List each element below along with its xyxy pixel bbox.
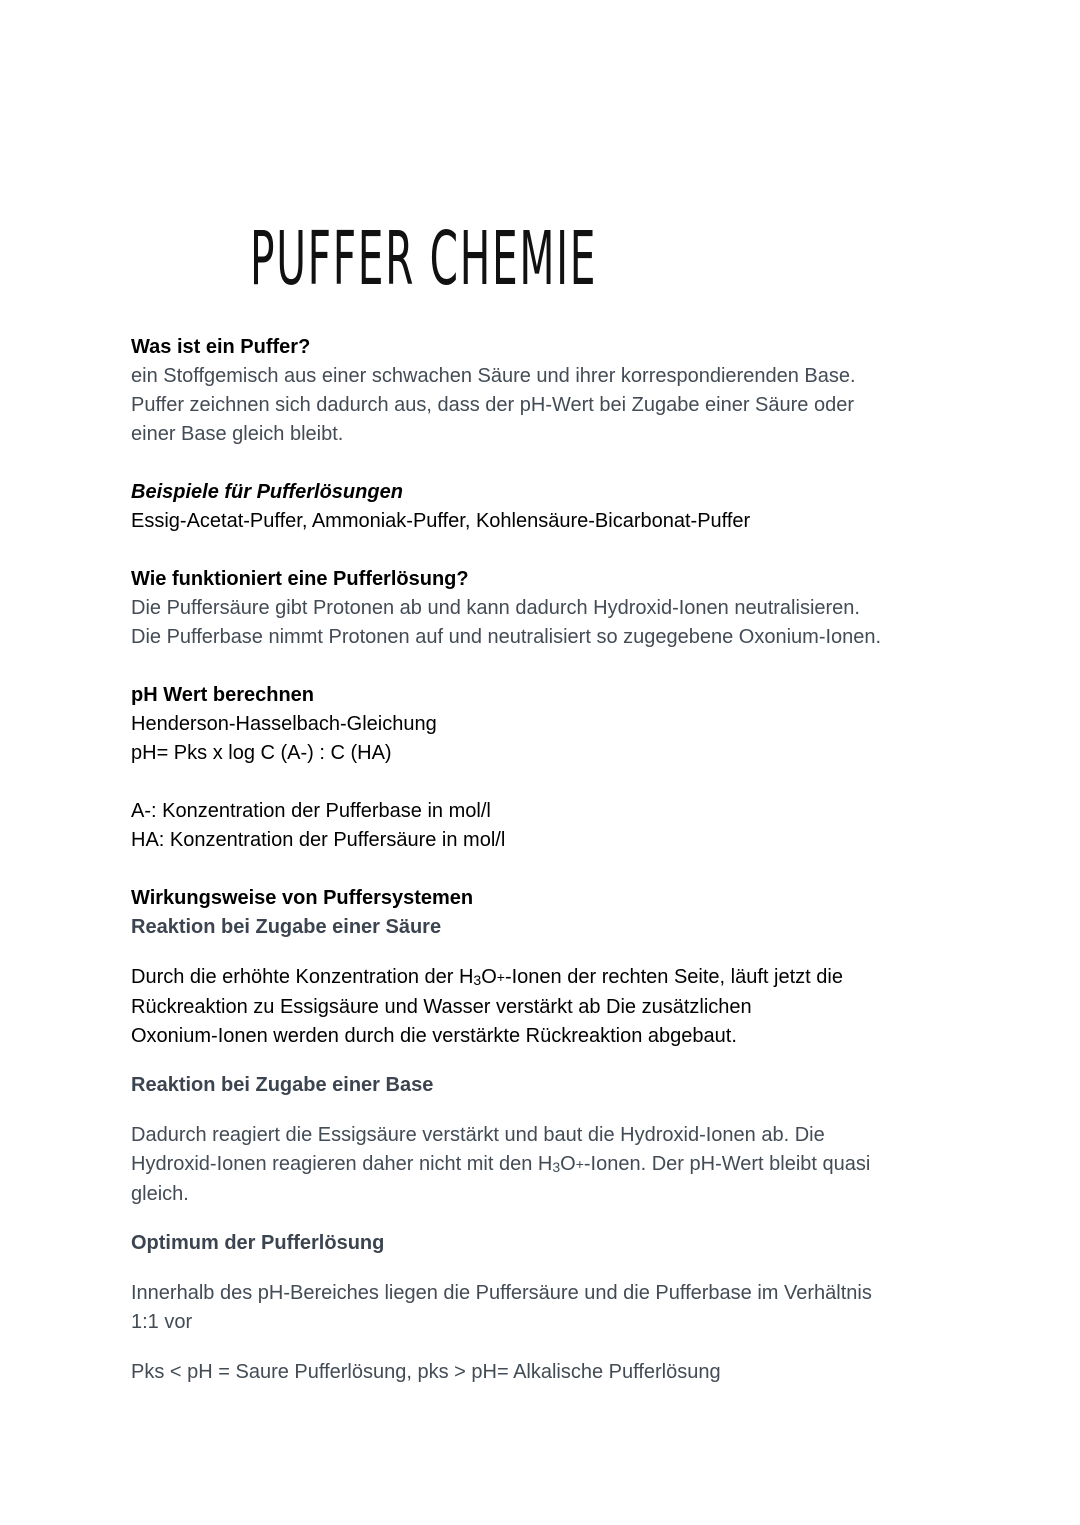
equation-name: Henderson-Hasselbach-Gleichung: [131, 713, 437, 735]
document-body: [131, 333, 961, 1387]
acid-line-2: Rückreaktion zu Essigsäure und Wasser verstärkt ab Die zusätzlichen: [131, 996, 752, 1018]
optimum-line-1: Innerhalb des pH-Bereiches liegen die Puffersäure und die Pufferbase im Verhältnis: [131, 1282, 872, 1304]
formula: pH= Pks x log C (A-) : C (HA): [131, 742, 392, 764]
optimum-line-3: Pks < pH = Saure Pufferlösung, pks > pH= Alkalische Pufferlösung: [131, 1361, 721, 1383]
optimum-line-2: 1:1 vor: [131, 1311, 193, 1333]
base-line-2: Hydroxid-Ionen reagieren daher nicht mit den $H_3O^+$-Ionen. Der pH-Wert bleibt quasi: [131, 1153, 871, 1175]
subheading-zugabe-saeure: Reaktion bei Zugabe einer Säure: [131, 916, 442, 938]
subheading-optimum: Optimum der Pufferlösung: [131, 1232, 385, 1254]
heading-beispiele: Beispiele für Pufferlösungen: [131, 481, 403, 503]
definition-ha: HA: Konzentration der Puffersäure in mol/l: [131, 829, 506, 851]
definition-line-3: einer Base gleich bleibt.: [131, 423, 344, 445]
heading-wie-funktioniert: Wie funktioniert eine Pufferlösung?: [131, 568, 469, 590]
definition-a-minus: A-: Konzentration der Pufferbase in mol/l: [131, 800, 491, 822]
definition-line-2: Puffer zeichnen sich dadurch aus, dass der pH-Wert bei Zugabe einer Säure oder: [131, 394, 855, 416]
heading-was-ist-ein-puffer: Was ist ein Puffer?: [131, 336, 311, 358]
base-line-3: gleich.: [131, 1183, 189, 1205]
heading-wirkungsweise: Wirkungsweise von Puffersystemen: [131, 887, 474, 909]
page-title: PUFFER CHEMIE: [250, 216, 598, 302]
function-line-1: Die Puffersäure gibt Protonen ab und kann dadurch Hydroxid-Ionen neutralisieren.: [131, 597, 860, 619]
acid-line-3: Oxonium-Ionen werden durch die verstärkte Rückreaktion abgebaut.: [131, 1025, 737, 1047]
base-line-1: Dadurch reagiert die Essigsäure verstärkt und baut die Hydroxid-Ionen ab. Die: [131, 1124, 825, 1146]
heading-ph-wert-berechnen: pH Wert berechnen: [131, 684, 314, 706]
subheading-zugabe-base: Reaktion bei Zugabe einer Base: [131, 1074, 434, 1096]
acid-line-1: Durch die erhöhte Konzentration der $H_3O^+$-Ionen der rechten Seite, läuft jetzt die: [131, 966, 843, 988]
function-line-2: Die Pufferbase nimmt Protonen auf und neutralisiert so zugegebene Oxonium-Ionen.: [131, 626, 882, 648]
definition-line-1: ein Stoffgemisch aus einer schwachen Säure und ihrer korrespondierenden Base.: [131, 365, 856, 387]
examples-line: Essig-Acetat-Puffer, Ammoniak-Puffer, Kohlensäure-Bicarbonat-Puffer: [131, 510, 751, 532]
